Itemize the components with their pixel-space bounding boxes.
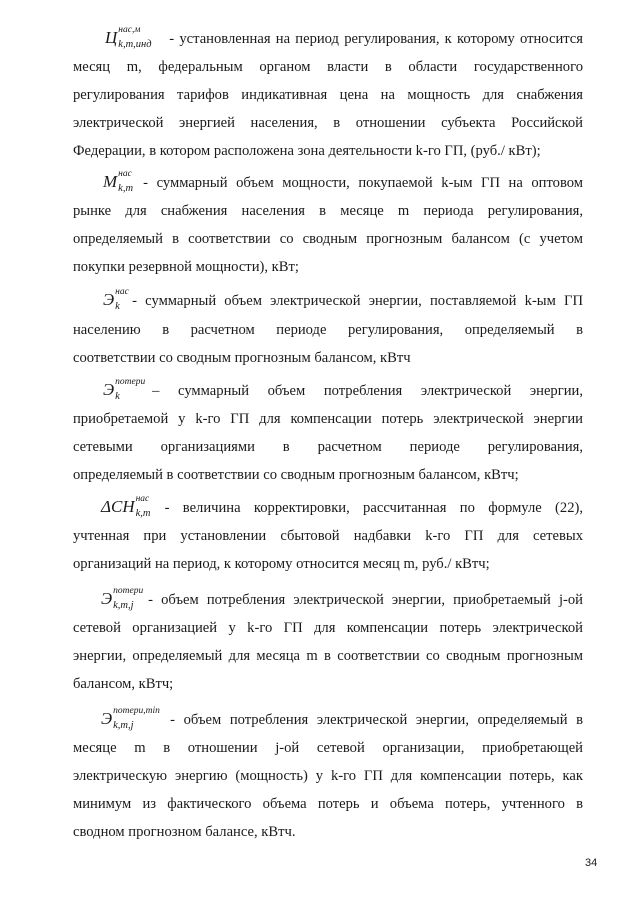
definition-text: населению в расчетном периоде регулирования, определяемый в bbox=[73, 322, 583, 338]
definition-text: покупки резервной мощности), кВт; bbox=[73, 259, 299, 275]
definition-text: приобретаемой у k-го ГП для компенсации потерь электрической энергии bbox=[73, 411, 583, 427]
definition-text: учтенная при установлении сбытовой надбавки k-го ГП для сетевых bbox=[73, 528, 583, 544]
definition-text: - объем потребления электрической энергии, приобретаемый j-ой bbox=[148, 592, 583, 608]
page-number: 34 bbox=[585, 857, 598, 869]
definition-text: энергии, определяемый для месяца m в соответствии со сводным прогнозным bbox=[73, 648, 583, 664]
definition-text: организаций на период, к которому относится месяц m, руб./ кВтч; bbox=[73, 556, 490, 572]
formula-symbol: Э потери,min k,m,j bbox=[101, 706, 160, 731]
definition-text: минимум из фактического объема потерь и объема потерь, учтенного в bbox=[73, 796, 583, 812]
definition-text: регулирования тарифов индикативная цена на мощность для снабжения bbox=[73, 87, 583, 103]
definition-text: – суммарный объем потребления электрической энергии, bbox=[152, 383, 583, 399]
definition-text: Федерации, в котором расположена зона деятельности k-го ГП, (руб./ кВт); bbox=[73, 143, 541, 159]
formula-symbol: Ц нас,м k,m,инд bbox=[105, 25, 152, 50]
definition-text: определяемый в соответствии со сводным прогнозным балансом, кВтч; bbox=[73, 467, 519, 483]
definition-text: месяц m, федеральным органом власти в области государственного bbox=[73, 59, 583, 75]
formula-symbol: Э потери k,m,j bbox=[101, 586, 144, 611]
definition-text: - объем потребления электрической энергии, определяемый в bbox=[170, 712, 583, 728]
definition-text: - суммарный объем электрической энергии, поставляемой k-ым ГП bbox=[132, 293, 583, 309]
definition-text: - суммарный объем мощности, покупаемой k-ым ГП на оптовом bbox=[143, 175, 583, 191]
formula-symbol: Э нас k bbox=[103, 287, 129, 312]
definition-text: соответствии со сводным прогнозным балансом, кВтч bbox=[73, 350, 411, 366]
definition-text: - установленная на период регулирования, к которому относится bbox=[169, 31, 583, 47]
formula-symbol: ΔСН нас k,m bbox=[101, 494, 151, 519]
definition-text: сетевыми организациями в расчетном периоде регулирования, bbox=[73, 439, 583, 455]
formula-symbol: М нас k,m bbox=[103, 169, 134, 194]
definition-text: рынке для снабжения населения в месяце m периода регулирования, bbox=[73, 203, 583, 219]
definition-text: сводном прогнозном балансе, кВтч. bbox=[73, 824, 296, 840]
definition-text: балансом, кВтч; bbox=[73, 676, 174, 692]
definition-text: определяемый в соответствии со сводным прогнозным балансом (с учетом bbox=[73, 231, 583, 247]
definition-text: месяце m в отношении j-ой сетевой организации, приобретающей bbox=[73, 740, 583, 756]
definition-text: - величина корректировки, рассчитанная по формуле (22), bbox=[164, 500, 583, 516]
formula-symbol: Э потери k bbox=[103, 377, 146, 402]
definition-text: электрическую энергию (мощность) у k-го ГП для компенсации потерь, как bbox=[73, 768, 583, 784]
definition-text: сетевой организацией у k-го ГП для компенсации потерь электрической bbox=[73, 620, 583, 636]
definition-text: электрической энергией населения, в отношении субъекта Российской bbox=[73, 115, 583, 131]
